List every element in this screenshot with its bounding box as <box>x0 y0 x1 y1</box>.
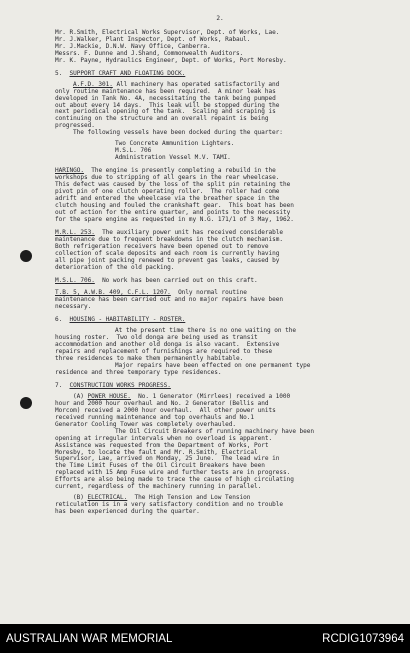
paragraph-line: clutch housing and fouled the crankshaft gear. This boat has been <box>55 201 294 209</box>
paragraph-line: Supervisor, Lae, arrived on Monday, 25 June. The lead wire in <box>55 455 280 463</box>
craft-label: HARINGO. <box>55 167 84 175</box>
paragraph-line: reticulation is in a very satisfactory condition and no trouble <box>55 501 283 509</box>
punch-hole <box>20 250 32 262</box>
paragraph-line: Morcom) received a 2000 hour overhaul. All other power units <box>55 406 276 414</box>
subsection-title: POWER HOUSE. <box>87 392 131 400</box>
section-5 <box>55 71 385 312</box>
paragraph-line: The following vessels have been docked during the quarter: <box>73 129 283 137</box>
punch-hole <box>20 397 32 409</box>
attendee-line: Mr. J.Mackie, D.N.W. Navy Office, Canberra. <box>55 42 211 50</box>
paragraph-line: residence and three temporary type residences. <box>55 368 222 376</box>
craft-label: M.R.L. 253. <box>55 228 95 236</box>
attendee-list <box>55 30 385 65</box>
paragraph-line: deterioration of the old packing. <box>55 263 175 271</box>
paragraph-first-line: HARINGO. The engine is presently completing a rebuild in the <box>55 167 276 175</box>
paragraph-line: Moresby, to locate the fault and Mr. R.Smith, Electrical <box>55 448 258 456</box>
paragraph-line: has been experienced during the quarter. <box>55 508 200 516</box>
attendee-line: Messrs. F. Dunne and J.Shand, Commonwealth Auditors. <box>55 49 244 57</box>
paragraph-first-line: M.S.L. 706. No work has been carried out on this craft. <box>55 276 258 284</box>
section-6 <box>55 317 385 377</box>
paragraph-line: replaced with 15 Amp Fuse wire and further tests are in progress. <box>55 469 291 477</box>
vessel-item: M.S.L. 706 <box>115 147 152 155</box>
archive-footer <box>0 624 410 653</box>
paragraph-first-line: M.R.L. 253. The auxiliary power unit has received considerable <box>55 228 284 236</box>
subsection-label: (A) <box>73 392 84 400</box>
paragraph-line: three residences to make them permanently habitable. <box>55 355 244 363</box>
paragraph-line: At the present time there is no one waiting on the <box>115 327 296 335</box>
attendee-line: Mr. K. Payne, Hydraulics Engineer, Dept. of Works, Port Moresby. <box>55 56 287 64</box>
section-heading <box>55 71 385 78</box>
paragraph-line: continuing on the structure and an overall repaint is being <box>55 115 269 123</box>
paragraph-line: out of action for the entire quarter, and points to the necessity <box>55 208 291 216</box>
paragraph-line: current, regardless of the machinery running in parallel. <box>55 483 262 491</box>
subsection-title: ELECTRICAL. <box>87 494 128 502</box>
paragraph-line: housing roster. Two old donga are being used as transit <box>55 334 258 342</box>
paragraph-line: maintenance due to frequent breakdowns in the clutch mechanism. <box>55 235 283 243</box>
paragraph-first-line: (A) POWER HOUSE. No. 1 Generator (Mirrlees) received a 1000 <box>73 392 291 400</box>
section-number: 6. <box>55 316 63 324</box>
paragraph-line: hour and 2000 hour overhaul and No. 2 Generator (Bellis and <box>55 399 269 407</box>
paragraph-line: collection of scale deposits and each room is currently having <box>55 249 280 257</box>
section-title: CONSTRUCTION WORKS PROGRESS. <box>69 381 171 389</box>
section-title: HOUSING - HABITABILITY - ROSTER. <box>69 316 186 324</box>
paragraph-line: for the spare engine as requested in my N.G. 171/1 of 3 May, 1962. <box>55 215 294 223</box>
paragraph-line: opening at irregular intervals when no overload is apparent. <box>55 434 273 442</box>
craft-label: M.S.L. 706. <box>55 276 95 284</box>
document-text <box>55 16 385 516</box>
archive-name: AUSTRALIAN WAR MEMORIAL <box>6 633 173 645</box>
section-7 <box>55 383 385 516</box>
vessel-item: Two Concrete Ammunition Lighters. <box>115 140 235 148</box>
paragraph-line: workshops due to stripping of all gears in the rear wheelcase. <box>55 174 280 182</box>
paragraph-line: necessary. <box>55 303 92 311</box>
paragraph-line: developed in Tank No. 4A, necessitating the tank being pumped <box>55 94 276 102</box>
paragraph-line: the Time Limit Fuses of the Oil Circuit Breakers have been <box>55 462 265 470</box>
section-number: 5. <box>55 69 63 77</box>
section-heading <box>55 383 385 390</box>
section-title: SUPPORT CRAFT AND FLOATING DOCK. <box>69 69 186 77</box>
paragraph-line: repairs and replacement of furnishings are required to these <box>55 348 273 356</box>
paragraph-line: progressed. <box>55 122 95 130</box>
paragraph-first-line: A.F.D. 301. All machinery has operated satisfactorily and <box>73 80 280 88</box>
paragraph-line: maintenance has been carried out and no major repairs have been <box>55 296 283 304</box>
paragraph-line: Generator Cooling Tower was completely overhauled. <box>55 420 236 428</box>
paragraph-line: accommodation and another old donga is also vacant. Extensive <box>55 341 280 349</box>
paragraph-line: Major repairs have been effected on one permanent type <box>115 362 311 370</box>
page-number: 2. <box>216 15 224 22</box>
paragraph-line: Efforts are also being made to trace the cause of high circulating <box>55 476 294 484</box>
paragraph-line: received running maintenance and top overhauls and No.1 <box>55 413 255 421</box>
craft-label: T.B. 5, A.W.B. 409, C.F.L. 1207. <box>55 289 171 297</box>
paragraph-first-line: T.B. 5, A.W.B. 409, C.F.L. 1207. Only normal routine <box>55 289 247 297</box>
paragraph-line: adrift and entered the wheelcase via the breather space in the <box>55 194 280 202</box>
vessel-item: Administration Vessel M.V. TAMI. <box>115 154 231 162</box>
paragraph-line: Assistance was requested from the Department of Works, Port <box>55 441 269 449</box>
paragraph-line: only routine maintenance has been required. A minor leak has <box>55 87 276 95</box>
paragraph-line: The Oil Circuit Breakers of running machinery have been <box>115 427 315 435</box>
section-number: 7. <box>55 381 63 389</box>
paragraph-line: out about every 14 days. This leak will be stopped during the <box>55 101 280 109</box>
attendee-line: Mr. R.Smith, Electrical Works Supervisor, Dept. of Works, Lae. <box>55 28 280 36</box>
paragraph-line: next periodical opening of the tank. Scaling and scraping is <box>55 108 276 116</box>
record-id: RCDIG1073964 <box>322 633 404 645</box>
paragraph-line: all pipe joint packing renewed to prevent gas leaks, caused by <box>55 256 280 264</box>
attendee-line: Mr. J.Walker, Plant Inspector, Dept. of Works, Rabaul. <box>55 35 251 43</box>
craft-label: A.F.D. 301. <box>73 80 113 88</box>
paragraph-line: pivot pin of one clutch operating roller. The roller had come <box>55 188 280 196</box>
paragraph-line: Both refrigeration receivers have been opened out to remove <box>55 242 269 250</box>
section-heading <box>55 317 385 324</box>
paragraph-first-line: (B) ELECTRICAL. The High Tension and Low Tension <box>73 494 251 502</box>
subsection-label: (B) <box>73 494 84 502</box>
paragraph-line: This defect was caused by the loss of the split pin retaining the <box>55 181 291 189</box>
